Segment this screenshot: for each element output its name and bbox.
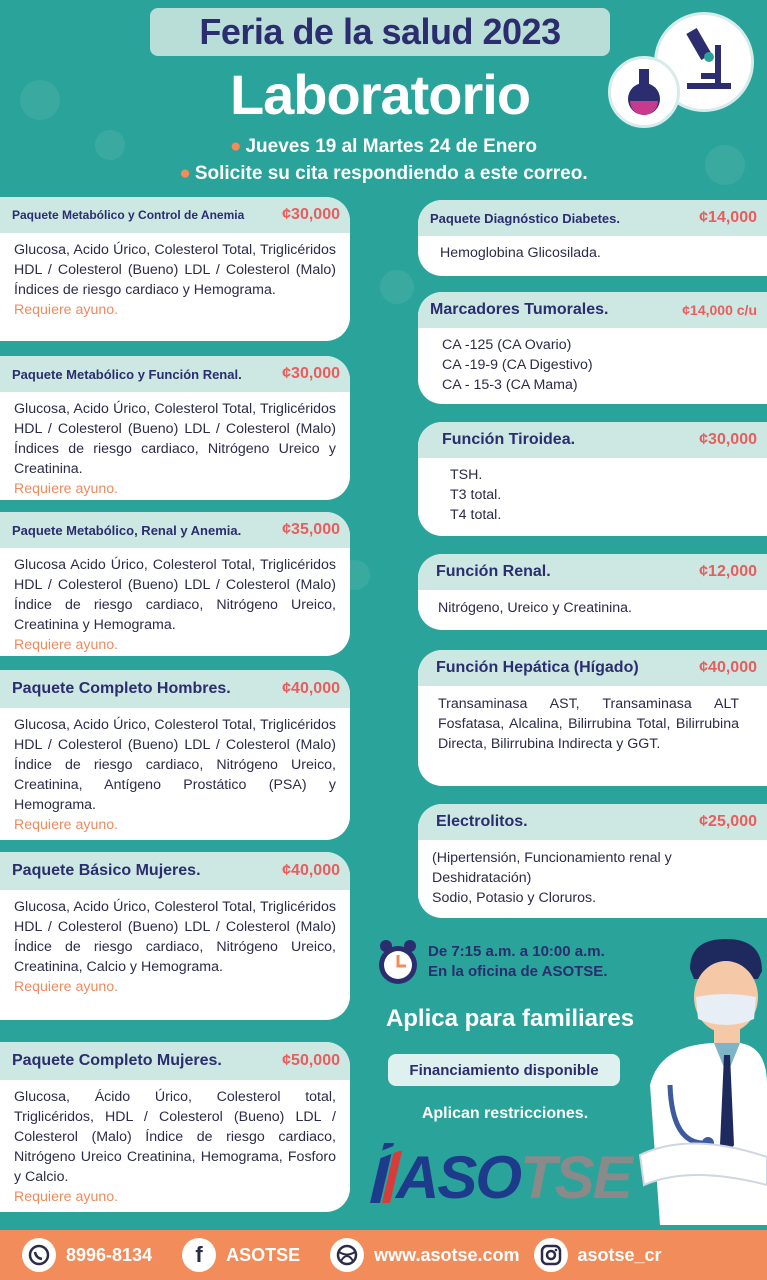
package-tests: Glucosa, Acido Úrico, Colesterol Total, Triglicéridos HDL / Colesterol (Bueno) LDL / Colesterol (Malo) Índices de riesgo cardiaco y Hemograma. xyxy=(14,242,336,298)
test-line: TSH. xyxy=(450,467,483,483)
package-card xyxy=(0,197,350,341)
bg-atom-deco xyxy=(380,270,414,304)
package-card xyxy=(0,852,350,1020)
package-title: Paquete Completo Mujeres. xyxy=(12,1052,222,1069)
package-card xyxy=(0,670,350,840)
test-line: (Hipertensión, Funcionamiento renal y Deshidratación) xyxy=(432,850,672,886)
test-title: Función Hepática (Hígado) xyxy=(436,659,639,676)
bg-flask-deco xyxy=(20,80,60,120)
doctor-illustration xyxy=(630,935,767,1225)
package-tests: Glucosa, Acido Úrico, Colesterol Total, Triglicéridos HDL / Colesterol (Bueno) LDL / Colesterol (Malo) Índice de riesgo cardiaco, Nitrógeno Ureico, Creatinina, Antígeno Prostático (PSA) y Hemograma. xyxy=(14,717,336,813)
fasting-note: Requiere ayuno. xyxy=(14,1189,119,1205)
instagram-icon xyxy=(534,1238,568,1272)
test-card xyxy=(418,554,767,630)
test-price: ¢30,000 xyxy=(699,431,757,448)
test-title: Electrolitos. xyxy=(436,813,528,830)
family-note: Aplica para familiares xyxy=(385,1005,635,1032)
package-price: ¢50,000 xyxy=(282,1052,340,1069)
test-price: ¢40,000 xyxy=(699,659,757,676)
package-tests: Glucosa, Ácido Úrico, Colesterol total, Triglicéridos, HDL / Colesterol (Bueno) LDL / Colesterol (Malo) Índice de riesgo cardiaco, Nitrógeno Ureico Creatinina, Hemograma, Fosforo y Calcio. xyxy=(14,1089,336,1185)
package-price: ¢30,000 xyxy=(282,365,340,382)
flask-icon xyxy=(608,56,680,128)
test-title: Función Renal. xyxy=(436,563,551,580)
instagram-handle: asotse_cr xyxy=(577,1244,662,1265)
website-link[interactable] xyxy=(330,1238,519,1272)
test-line: CA -19-9 (CA Digestivo) xyxy=(442,357,593,373)
test-line: T4 total. xyxy=(450,507,502,523)
package-price: ¢40,000 xyxy=(282,862,340,879)
fasting-note: Requiere ayuno. xyxy=(14,302,119,318)
package-tests: Glucosa, Acido Úrico, Colesterol Total, Triglicéridos HDL / Colesterol (Bueno) LDL / Colesterol (Malo) Índices de riesgo cardiaco, Nitrógeno Ureico y Creatinina. xyxy=(14,401,336,477)
test-title: Marcadores Tumorales. xyxy=(430,301,609,318)
test-card xyxy=(418,292,767,404)
phone-number: 8996-8134 xyxy=(66,1244,153,1265)
test-line: CA -125 (CA Ovario) xyxy=(442,337,572,353)
hours-info: De 7:15 a.m. a 10:00 a.m. En la oficina de ASOTSE. xyxy=(428,943,608,980)
facebook-handle: ASOTSE xyxy=(226,1244,301,1265)
test-line: CA - 15-3 (CA Mama) xyxy=(442,377,578,393)
contact-footer xyxy=(0,1230,767,1280)
package-title: Paquete Básico Mujeres. xyxy=(12,862,201,879)
package-tests: Glucosa Acido Úrico, Colesterol Total, Triglicéridos HDL / Colesterol (Bueno) LDL / Colesterol (Malo) Índice de riesgo cardiaco, Nitrógeno Ureico, Creatinina y Hemograma. xyxy=(14,557,336,633)
package-title: Paquete Metabólico, Renal y Anemia. xyxy=(12,522,242,538)
fasting-note: Requiere ayuno. xyxy=(14,637,119,653)
instagram-link[interactable] xyxy=(534,1238,662,1272)
test-price: ¢12,000 xyxy=(699,563,757,580)
test-title: Paquete Diagnóstico Diabetes. xyxy=(430,210,620,226)
test-price: ¢14,000 c/u xyxy=(682,302,757,318)
test-line: Hemoglobina Glicosilada. xyxy=(440,245,601,261)
test-card xyxy=(418,804,767,918)
test-line: Sodio, Potasio y Cloruros. xyxy=(432,890,597,906)
phone-link[interactable] xyxy=(22,1238,152,1272)
test-card xyxy=(418,650,767,786)
page-subtitle: Laboratorio xyxy=(229,63,531,126)
restrictions-note: Aplican restricciones. xyxy=(421,1105,589,1122)
financing-badge: Financiamiento disponible xyxy=(388,1054,620,1086)
fasting-note: Requiere ayuno. xyxy=(14,817,119,833)
package-title: Paquete Completo Hombres. xyxy=(12,680,231,697)
test-tests: Transaminasa AST, Transaminasa ALT Fosfatasa, Alcalina, Bilirrubina Total, Bilirrubina Directa, Bilirrubina Indirecta y GGT. xyxy=(438,696,739,752)
test-card xyxy=(418,422,767,536)
whatsapp-icon xyxy=(22,1238,56,1272)
package-card xyxy=(0,512,350,656)
facebook-link[interactable] xyxy=(182,1238,300,1272)
test-line: T3 total. xyxy=(450,487,502,503)
clock-icon xyxy=(376,938,420,986)
package-title: Paquete Metabólico y Control de Anemia xyxy=(12,208,245,222)
facebook-icon: f xyxy=(182,1238,216,1272)
package-tests: Glucosa, Acido Úrico, Colesterol Total, Triglicéridos HDL / Colesterol (Bueno) LDL / Colesterol (Malo) Índice de riesgo cardiaco, Nitrógeno Ureico, Creatinina, Calcio y Hemograma. xyxy=(14,899,336,975)
test-title: Función Tiroidea. xyxy=(442,431,576,448)
globe-icon xyxy=(330,1238,364,1272)
fasting-note: Requiere ayuno. xyxy=(14,481,119,497)
package-card xyxy=(0,356,350,500)
package-price: ¢30,000 xyxy=(282,206,340,223)
test-price: ¢25,000 xyxy=(699,813,757,830)
test-card xyxy=(418,200,767,276)
package-price: ¢40,000 xyxy=(282,680,340,697)
page-title: Feria de la salud 2023 xyxy=(150,8,610,56)
fasting-note: Requiere ayuno. xyxy=(14,979,119,995)
package-price: ¢35,000 xyxy=(282,521,340,538)
date-line: ● Jueves 19 al Martes 24 de Enero xyxy=(230,136,537,157)
test-price: ¢14,000 xyxy=(699,209,757,226)
test-line: Nitrógeno, Ureico y Creatinina. xyxy=(438,600,632,616)
package-title: Paquete Metabólico y Función Renal. xyxy=(12,366,242,382)
package-card xyxy=(0,1042,350,1212)
website-url: www.asotse.com xyxy=(374,1244,520,1265)
asotse-logo: ASOTSE xyxy=(362,1133,642,1213)
appointment-line: ● Solicite su cita respondiendo a este correo. xyxy=(179,163,588,184)
